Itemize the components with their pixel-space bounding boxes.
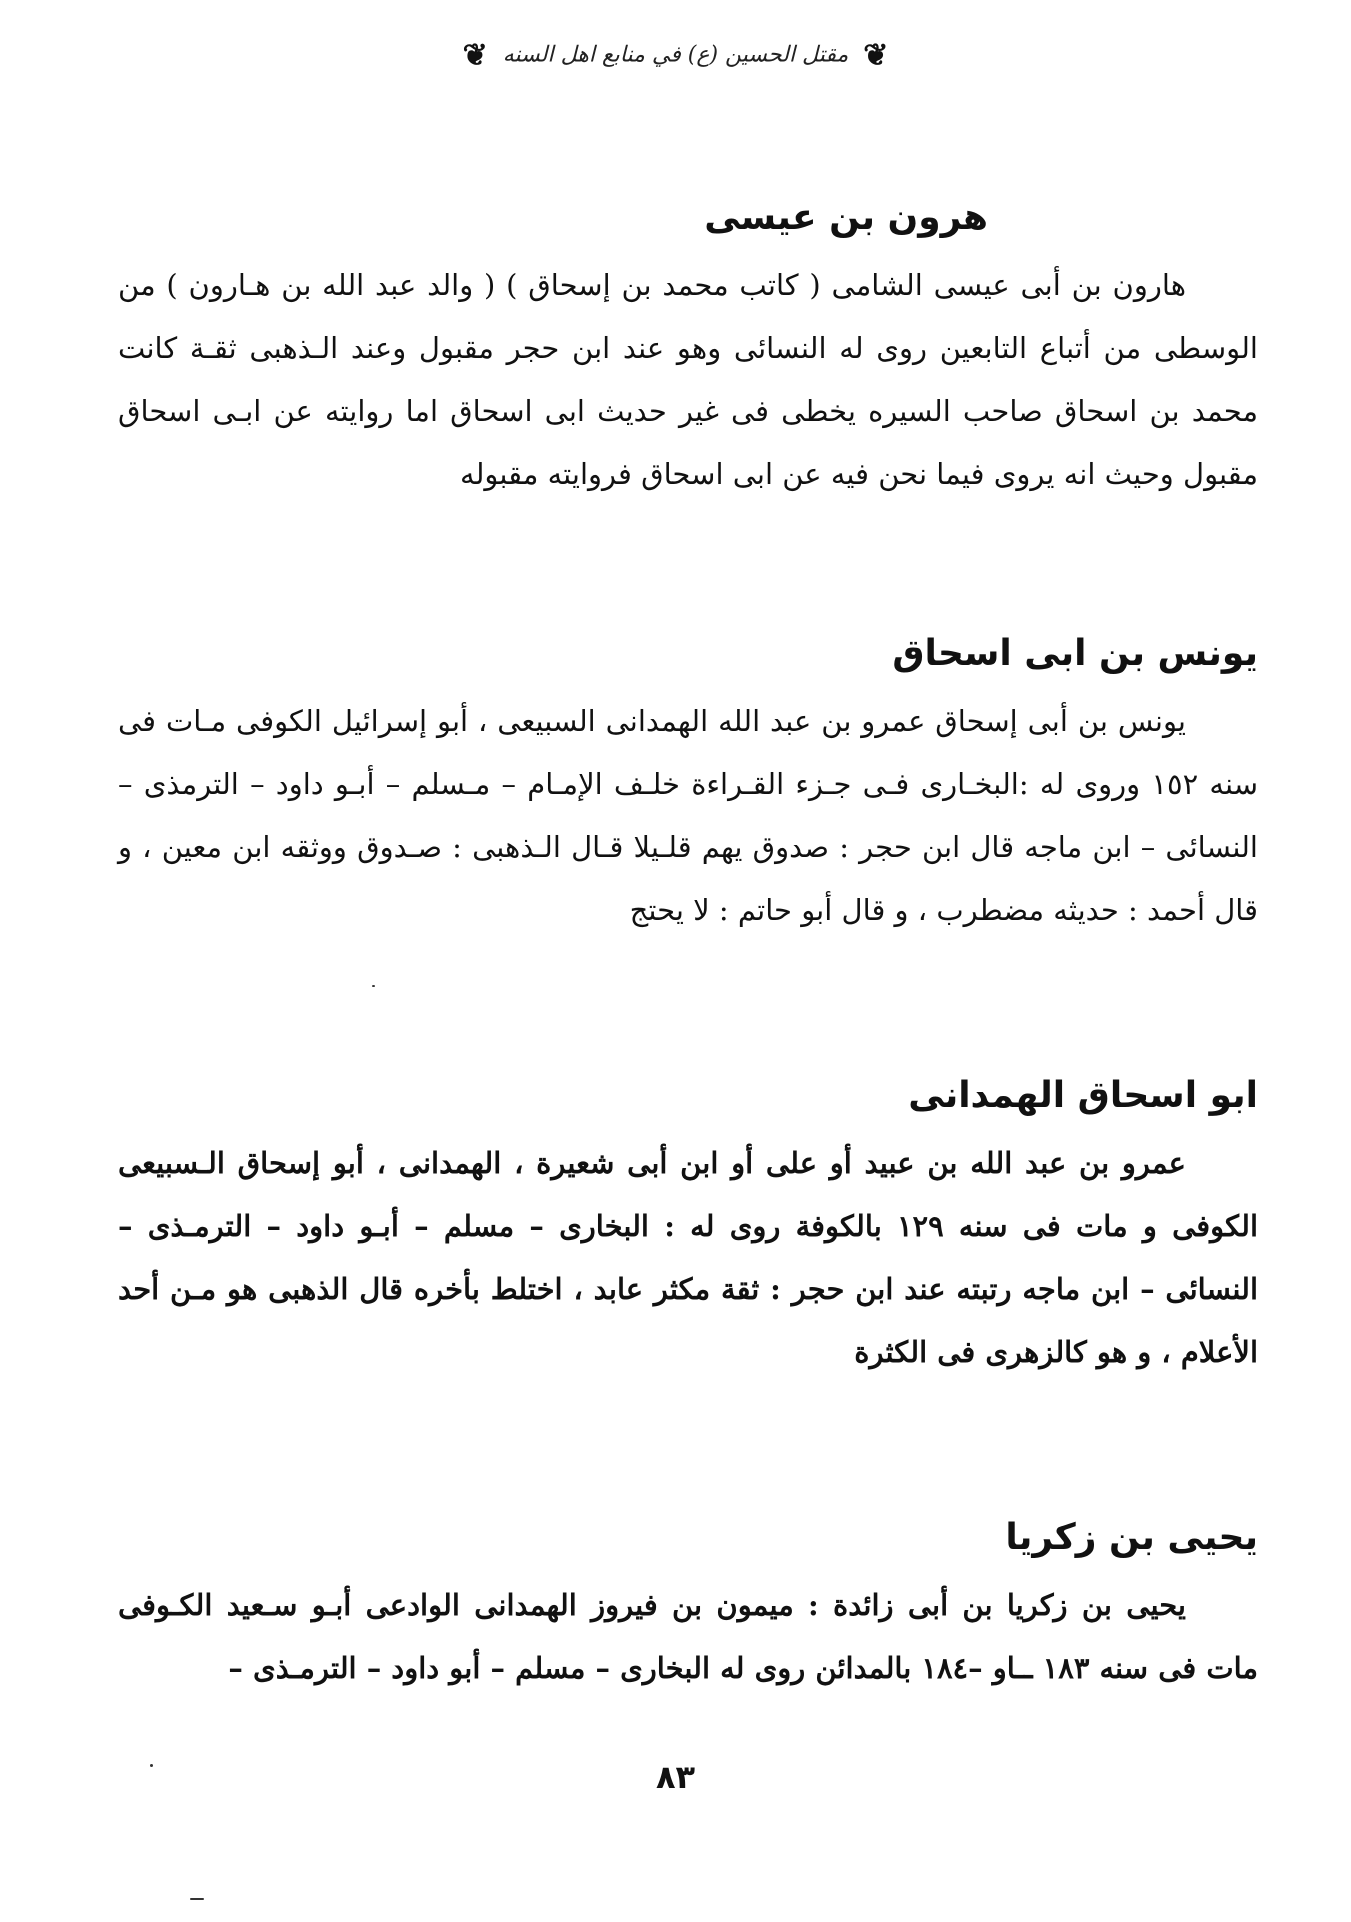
entry-body: يحيى بن زكريا بن أبى زائدة : ميمون بن فيروز الهمدانى الوادعى أبـو سـعيد الكـوفى مات فى سنه ١٨٣ ــاو –١٨٤ بالمدائن روى له البخارى – مسلم – أبو داود – الترمـذى – bbox=[118, 1588, 1258, 1685]
narrator-entry-yunus bbox=[118, 626, 1258, 942]
narrator-entry-abu-ishaq bbox=[118, 1068, 1258, 1384]
ornament-right-icon: ❦ bbox=[863, 38, 889, 73]
running-header-title: مقتل الحسين (ع) في منابع اهل السنه bbox=[502, 42, 849, 68]
entry-body: يونس بن أبى إسحاق عمرو بن عبد الله الهمدانى السبيعى ، أبو إسرائيل الكوفى مـات فى سنه ١٥٢ وروى له :البخـارى فـى جـزء القـراءة خلـف الإمـام – مـسلم – أبـو داود – الترمذى – النسائى – ابن ماجه قال ابن حجر : صدوق يهم قلـيلا قـال الـذهبى : صـدوق ووثقه ابن معين ، و قال أحمد : حديثه مضطرب ، و قال أبو حاتم : لا يحتج bbox=[118, 704, 1258, 927]
entry-title: ابو اسحاق الهمدانى bbox=[908, 1075, 1258, 1116]
running-header bbox=[0, 38, 1351, 73]
scan-speck bbox=[150, 1764, 153, 1767]
entry-body: عمرو بن عبد الله بن عبيد أو على أو ابن أبى شعيرة ، الهمدانى ، أبو إسحاق الـسبيعى الكوفى و مات فى سنه ١٢٩ بالكوفة روى له : البخارى – مسلم – أبـو داود – الترمـذى – النسائى – ابن ماجه رتبته عند ابن حجر : ثقة مكثر عابد ، اختلط بأخره قال الذهبى هو مـن أحد الأعلام ، و هو كالزهرى فى الكثرة bbox=[118, 1146, 1258, 1369]
page-number: ٨٣ bbox=[655, 1758, 696, 1796]
entry-title: يحيى بن زكريا bbox=[1005, 1517, 1258, 1558]
entry-body: هارون بن أبى عيسى الشامى ( كاتب محمد بن إسحاق ) ( والد عبد الله بن هـارون ) من الوسطى من أتباع التابعين روى له النسائى وهو عند ابن حجر مقبول وعند الـذهبى ثقـة كانت محمد بن اسحاق صاحب السيره يخطى فى غير حديث ابى اسحاق اما روايته عن ابـى اسحاق مقبول وحيث انه يروى فيما نحن فيه عن ابى اسحاق فروايته مقبوله bbox=[118, 268, 1258, 491]
entry-title: هرون بن عيسى bbox=[704, 197, 988, 238]
ornament-left-icon: ❦ bbox=[462, 38, 488, 73]
scan-speck bbox=[190, 1898, 204, 1900]
narrator-entry-yahya bbox=[118, 1510, 1258, 1700]
narrator-entry-harun bbox=[118, 190, 1258, 506]
scan-speck bbox=[372, 985, 375, 987]
entry-title: يونس بن ابى اسحاق bbox=[892, 633, 1258, 674]
